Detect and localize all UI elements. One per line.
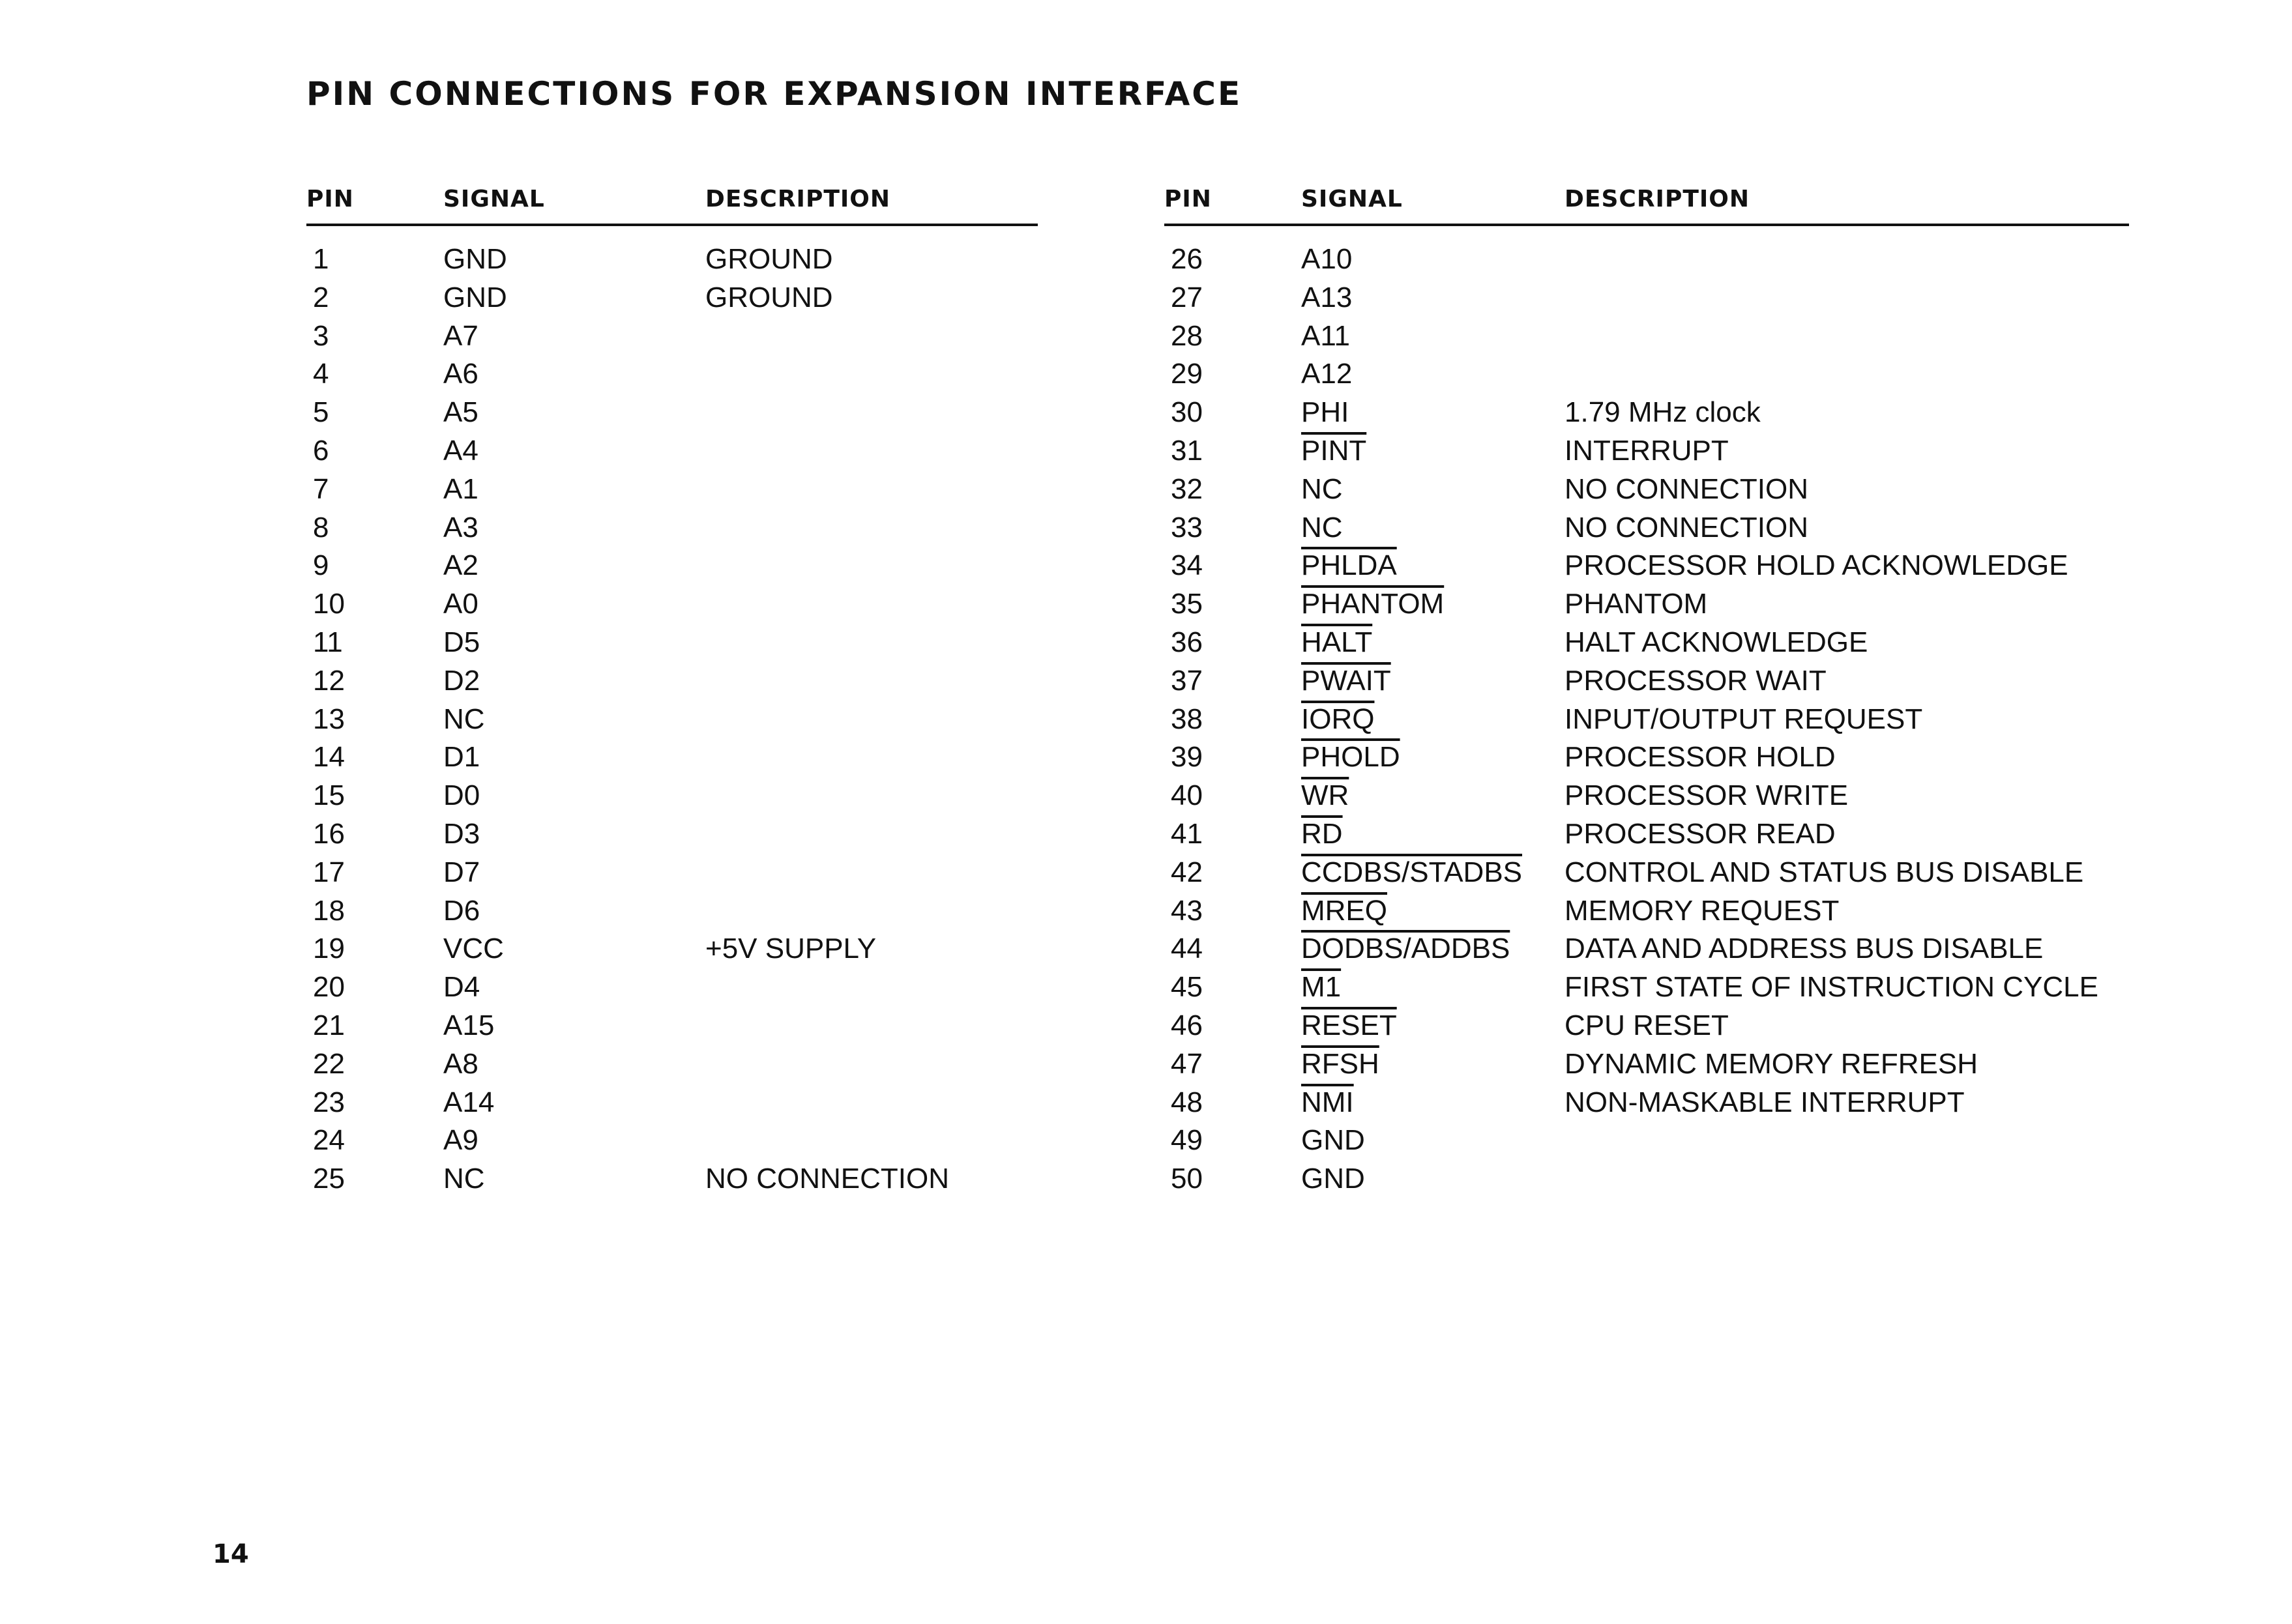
pin-number: 12 [313, 664, 345, 697]
table-row [1164, 1045, 2129, 1084]
signal-name: HALT [1301, 626, 1373, 658]
table-row [306, 585, 1038, 624]
table-row [1164, 279, 2129, 317]
signal-name: VCC [443, 933, 504, 965]
signal-description: GROUND [705, 281, 833, 313]
table-row [306, 701, 1038, 739]
pin-number: 10 [313, 588, 345, 620]
pin-number: 9 [313, 549, 329, 582]
signal-description: PROCESSOR WAIT [1565, 664, 1827, 697]
pin-number: 22 [313, 1047, 345, 1080]
signal-name: NC [443, 1163, 485, 1195]
table-header [306, 186, 1038, 226]
pin-number: 7 [313, 472, 329, 505]
table-body [1164, 240, 2129, 1198]
signal-name: A13 [1301, 281, 1353, 313]
table-row [1164, 701, 2129, 739]
table-row [1164, 547, 2129, 585]
signal-name: D7 [443, 856, 480, 888]
signal-name: A15 [443, 1009, 495, 1041]
signal-name: A12 [1301, 358, 1353, 390]
header-signal: SIGNAL [443, 186, 545, 212]
pin-number: 27 [1171, 281, 1203, 313]
table-row [306, 777, 1038, 815]
header-pin: PIN [306, 186, 354, 212]
signal-name: D3 [443, 817, 480, 850]
signal-name: A2 [443, 549, 478, 582]
pin-number: 38 [1171, 703, 1203, 735]
signal-name: CCDBS/STADBS [1301, 856, 1523, 888]
pin-number: 16 [313, 817, 345, 850]
pin-number: 15 [313, 779, 345, 812]
signal-name: $\overline{NMI}$ [1301, 1086, 1354, 1118]
header-description: DESCRIPTION [705, 186, 891, 212]
pin-number: 37 [1171, 664, 1203, 697]
signal-name: GND [443, 243, 507, 275]
pin-number: 39 [1171, 741, 1203, 774]
signal-name: D1 [443, 741, 480, 774]
pin-table-left [306, 186, 1038, 1198]
table-row [1164, 394, 2129, 432]
pin-number: 45 [1171, 971, 1203, 1004]
table-row [306, 662, 1038, 701]
table-row [306, 471, 1038, 509]
table-row [306, 892, 1038, 931]
signal-name: A3 [443, 511, 478, 544]
signal-name: PINT [1301, 434, 1367, 467]
signal-name: MREQ [1301, 894, 1387, 927]
table-row [1164, 624, 2129, 662]
table-row [1164, 777, 2129, 815]
signal-name: A11 [1301, 319, 1351, 352]
table-row [1164, 432, 2129, 471]
table-row [306, 509, 1038, 547]
table-row [306, 1084, 1038, 1122]
pin-number: 5 [313, 396, 329, 429]
table-row [1164, 240, 2129, 279]
table-row [306, 547, 1038, 585]
page-title: PIN CONNECTIONS FOR EXPANSION INTERFACE [306, 75, 1242, 113]
table-row [306, 240, 1038, 279]
signal-description: NO CONNECTION [1565, 511, 1808, 544]
table-row [306, 624, 1038, 662]
signal-description: INPUT/OUTPUT REQUEST [1565, 703, 1923, 735]
pin-table-right [1164, 186, 2129, 1198]
signal-name: PHANTOM [1301, 588, 1445, 620]
signal-name: NC [443, 703, 485, 735]
table-row [1164, 355, 2129, 394]
signal-name: PWAIT [1301, 664, 1391, 697]
table-row [306, 930, 1038, 968]
signal-name: D6 [443, 894, 480, 927]
signal-description: MEMORY REQUEST [1565, 894, 1840, 927]
signal-name: A7 [443, 319, 478, 352]
pin-number: 42 [1171, 856, 1203, 888]
pin-number: 17 [313, 856, 345, 888]
table-row [1164, 585, 2129, 624]
table-body [306, 240, 1038, 1198]
table-row [1164, 1122, 2129, 1160]
table-row [306, 854, 1038, 892]
table-row [1164, 317, 2129, 356]
signal-description: PROCESSOR HOLD ACKNOWLEDGE [1565, 549, 2068, 582]
pin-number: 33 [1171, 511, 1203, 544]
signal-description: NO CONNECTION [705, 1163, 949, 1195]
pin-number: 30 [1171, 396, 1203, 429]
pin-number: 11 [313, 626, 343, 658]
header-pin: PIN [1164, 186, 1212, 212]
signal-name: RESET [1301, 1009, 1397, 1041]
pin-number: 34 [1171, 549, 1203, 582]
table-row [1164, 662, 2129, 701]
table-row [1164, 815, 2129, 854]
table-row [306, 815, 1038, 854]
table-row [1164, 509, 2129, 547]
pin-number: 24 [313, 1124, 345, 1157]
signal-name: PHOLD [1301, 741, 1400, 774]
pin-number: 46 [1171, 1009, 1203, 1041]
pin-number: 14 [313, 741, 345, 774]
signal-description: NON-MASKABLE INTERRUPT [1565, 1086, 1965, 1118]
pin-number: 41 [1171, 817, 1203, 850]
table-row [1164, 1007, 2129, 1045]
table-row [306, 1007, 1038, 1045]
table-row [306, 1045, 1038, 1084]
table-row [306, 317, 1038, 356]
signal-name: NC [1301, 511, 1343, 544]
pin-number: 47 [1171, 1047, 1203, 1080]
table-row [1164, 892, 2129, 931]
signal-name: $\overline{WR}$ [1301, 779, 1349, 812]
table-row [1164, 1084, 2129, 1122]
table-row [306, 1160, 1038, 1198]
signal-name: A0 [443, 588, 478, 620]
signal-description: CPU RESET [1565, 1009, 1729, 1041]
signal-name: D4 [443, 971, 480, 1004]
pin-number: 36 [1171, 626, 1203, 658]
pin-number: 13 [313, 703, 345, 735]
signal-name: GND [443, 281, 507, 313]
signal-description: DYNAMIC MEMORY REFRESH [1565, 1047, 1978, 1080]
pin-number: 48 [1171, 1086, 1203, 1118]
signal-name: D5 [443, 626, 480, 658]
signal-description: NO CONNECTION [1565, 472, 1808, 505]
signal-name: A8 [443, 1047, 478, 1080]
signal-description: PROCESSOR READ [1565, 817, 1836, 850]
signal-name: A6 [443, 358, 478, 390]
signal-name: RFSH [1301, 1047, 1379, 1080]
pin-number: 1 [313, 243, 329, 275]
pin-number: 31 [1171, 434, 1203, 467]
table-row [1164, 854, 2129, 892]
pin-number: 8 [313, 511, 329, 544]
pin-number: 35 [1171, 588, 1203, 620]
pin-number: 20 [313, 971, 345, 1004]
signal-name: PHI [1301, 396, 1349, 429]
signal-name: A4 [443, 434, 478, 467]
signal-description: GROUND [705, 243, 833, 275]
table-row [1164, 471, 2129, 509]
table-row [306, 738, 1038, 777]
signal-name: A10 [1301, 243, 1353, 275]
pin-number: 40 [1171, 779, 1203, 812]
signal-name: A1 [443, 472, 478, 505]
signal-name: A5 [443, 396, 478, 429]
pin-number: 25 [313, 1163, 345, 1195]
signal-description: PROCESSOR WRITE [1565, 779, 1849, 812]
signal-name: M1 [1301, 971, 1342, 1004]
header-description: DESCRIPTION [1565, 186, 1750, 212]
table-row [306, 1122, 1038, 1160]
pin-number: 18 [313, 894, 345, 927]
signal-name: D0 [443, 779, 480, 812]
table-header [1164, 186, 2129, 226]
signal-description: CONTROL AND STATUS BUS DISABLE [1565, 856, 2084, 888]
signal-description: DATA AND ADDRESS BUS DISABLE [1565, 933, 2044, 965]
pin-number: 29 [1171, 358, 1203, 390]
pin-number: 43 [1171, 894, 1203, 927]
page-number: 14 [213, 1539, 249, 1569]
pin-number: 49 [1171, 1124, 1203, 1157]
table-row [1164, 930, 2129, 968]
signal-description: PHANTOM [1565, 588, 1708, 620]
pin-number: 19 [313, 933, 345, 965]
table-row [306, 432, 1038, 471]
signal-name: D2 [443, 664, 480, 697]
pin-number: 32 [1171, 472, 1203, 505]
header-signal: SIGNAL [1301, 186, 1403, 212]
signal-name: IORQ [1301, 703, 1375, 735]
pin-number: 28 [1171, 319, 1203, 352]
signal-description: INTERRUPT [1565, 434, 1729, 467]
signal-name: NC [1301, 472, 1343, 505]
table-row [306, 394, 1038, 432]
signal-name: A9 [443, 1124, 478, 1157]
pin-number: 3 [313, 319, 329, 352]
signal-name: A14 [443, 1086, 495, 1118]
signal-name: $\overline{RD}$ [1301, 817, 1343, 850]
signal-name: GND [1301, 1163, 1365, 1195]
table-row [306, 968, 1038, 1007]
pin-number: 6 [313, 434, 329, 467]
signal-name: DODBS/ADDBS [1301, 933, 1510, 965]
pin-number: 44 [1171, 933, 1203, 965]
table-row [306, 355, 1038, 394]
signal-description: HALT ACKNOWLEDGE [1565, 626, 1868, 658]
table-row [306, 279, 1038, 317]
pin-number: 21 [313, 1009, 345, 1041]
signal-name: GND [1301, 1124, 1365, 1157]
table-row [1164, 738, 2129, 777]
pin-number: 23 [313, 1086, 345, 1118]
pin-number: 2 [313, 281, 329, 313]
signal-description: FIRST STATE OF INSTRUCTION CYCLE [1565, 971, 2098, 1004]
signal-description: +5V SUPPLY [705, 933, 877, 965]
pin-number: 26 [1171, 243, 1203, 275]
pin-number: 50 [1171, 1163, 1203, 1195]
signal-description: PROCESSOR HOLD [1565, 741, 1836, 774]
signal-name: PHLDA [1301, 549, 1397, 582]
signal-description: 1.79 MHz clock [1565, 396, 1761, 429]
pin-number: 4 [313, 358, 329, 390]
table-row [1164, 968, 2129, 1007]
table-row [1164, 1160, 2129, 1198]
